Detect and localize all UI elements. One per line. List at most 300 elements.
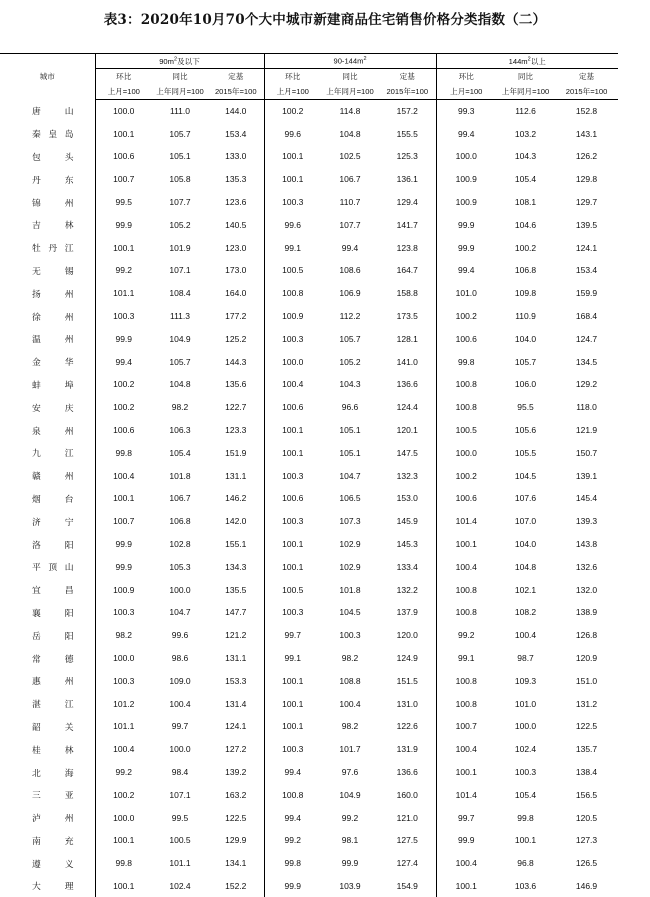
index-value-cell: 168.4 xyxy=(575,311,598,322)
index-value-cell: 145.4 xyxy=(575,493,598,504)
index-value-cell: 131.2 xyxy=(575,698,598,709)
index-value-cell: 101.4 xyxy=(436,783,496,806)
index-value-cell: 133.4 xyxy=(396,561,418,572)
index-value-cell: 99.9 xyxy=(341,858,359,869)
index-value-cell: 160.0 xyxy=(396,789,418,800)
index-value-cell: 125.3 xyxy=(396,151,418,162)
index-value-cell: 99.4 xyxy=(95,350,152,373)
index-value-cell: 105.1 xyxy=(339,425,361,436)
index-value-cell: 135.7 xyxy=(575,744,598,755)
index-value-cell: 101.1 xyxy=(95,715,152,738)
index-value-cell: 164.7 xyxy=(396,265,418,276)
index-value-cell: 110.7 xyxy=(339,197,361,208)
index-value-cell: 104.9 xyxy=(169,333,191,344)
index-value-cell: 107.7 xyxy=(339,219,361,230)
table-row xyxy=(0,122,618,145)
index-value-cell: 106.7 xyxy=(169,493,191,504)
index-value-cell: 158.8 xyxy=(396,288,418,299)
index-value-cell: 100.4 xyxy=(436,738,496,761)
index-value-cell: 103.6 xyxy=(514,880,537,891)
index-value-cell: 100.0 xyxy=(95,100,152,123)
index-value-cell: 99.6 xyxy=(264,122,321,145)
index-value-cell: 99.1 xyxy=(264,236,321,259)
price-index-table xyxy=(0,53,618,897)
index-value-cell: 104.8 xyxy=(339,128,361,139)
table-row xyxy=(0,282,618,305)
index-value-cell: 100.3 xyxy=(264,510,321,533)
index-value-cell: 105.3 xyxy=(169,561,191,572)
index-value-cell: 99.4 xyxy=(264,761,321,784)
city-cell: 吉林 xyxy=(0,213,95,236)
sub-header: 定基 xyxy=(578,71,595,81)
index-value-cell: 107.7 xyxy=(169,197,191,208)
index-value-cell: 109.8 xyxy=(514,288,537,299)
index-value-cell: 143.8 xyxy=(575,539,598,550)
index-value-cell: 100.1 xyxy=(264,168,321,191)
index-value-cell: 104.7 xyxy=(169,607,191,618)
table-row xyxy=(0,647,618,670)
index-value-cell: 99.8 xyxy=(264,852,321,875)
index-value-cell: 100.0 xyxy=(169,584,191,595)
index-value-cell: 139.1 xyxy=(575,470,598,481)
index-value-cell: 99.9 xyxy=(95,327,152,350)
index-value-cell: 99.5 xyxy=(171,812,189,823)
index-value-cell: 99.8 xyxy=(436,350,496,373)
index-value-cell: 104.5 xyxy=(514,470,537,481)
index-value-cell: 101.8 xyxy=(169,470,191,481)
index-value-cell: 100.3 xyxy=(264,327,321,350)
index-value-cell: 101.4 xyxy=(436,510,496,533)
index-value-cell: 135.3 xyxy=(225,174,247,185)
index-value-cell: 129.4 xyxy=(396,197,418,208)
index-value-cell: 100.5 xyxy=(264,578,321,601)
index-value-cell: 95.5 xyxy=(517,402,534,413)
table-row xyxy=(0,487,618,510)
index-value-cell: 100.8 xyxy=(436,578,496,601)
index-value-cell: 104.3 xyxy=(339,379,361,390)
index-value-cell: 100.0 xyxy=(264,350,321,373)
index-value-cell: 151.0 xyxy=(575,675,598,686)
index-value-cell: 155.5 xyxy=(396,128,418,139)
city-cell: 常德 xyxy=(0,647,95,670)
index-value-cell: 100.4 xyxy=(95,464,152,487)
index-value-cell: 100.9 xyxy=(436,168,496,191)
index-value-cell: 104.8 xyxy=(169,379,191,390)
index-value-cell: 123.6 xyxy=(225,197,247,208)
index-value-cell: 108.2 xyxy=(514,607,537,618)
index-value-cell: 139.3 xyxy=(575,516,598,527)
index-value-cell: 124.4 xyxy=(396,402,418,413)
index-value-cell: 107.1 xyxy=(169,265,191,276)
index-value-cell: 98.2 xyxy=(341,721,359,732)
city-cell: 包头 xyxy=(0,145,95,168)
index-value-cell: 100.6 xyxy=(436,327,496,350)
index-value-cell: 100.6 xyxy=(95,419,152,442)
sub-header: 定基 xyxy=(399,71,415,81)
index-value-cell: 145.9 xyxy=(396,516,418,527)
index-value-cell: 99.2 xyxy=(95,761,152,784)
table-row xyxy=(0,464,618,487)
base-header: 2015年=100 xyxy=(208,84,264,100)
index-value-cell: 135.5 xyxy=(225,584,247,595)
index-value-cell: 108.8 xyxy=(339,675,361,686)
index-value-cell: 111.3 xyxy=(169,311,190,322)
city-cell: 扬州 xyxy=(0,282,95,305)
index-value-cell: 108.6 xyxy=(339,265,361,276)
table-row xyxy=(0,852,618,875)
index-value-cell: 105.6 xyxy=(514,425,537,436)
index-value-cell: 100.0 xyxy=(169,744,191,755)
index-value-cell: 123.0 xyxy=(225,242,247,253)
index-value-cell: 106.0 xyxy=(514,379,537,390)
city-cell: 泉州 xyxy=(0,419,95,442)
index-value-cell: 99.2 xyxy=(341,812,359,823)
index-value-cell: 126.2 xyxy=(575,151,598,162)
index-value-cell: 100.5 xyxy=(264,259,321,282)
table-row xyxy=(0,533,618,556)
index-value-cell: 100.1 xyxy=(264,669,321,692)
index-value-cell: 100.2 xyxy=(95,396,152,419)
index-value-cell: 131.1 xyxy=(225,653,247,664)
base-header: 上月=100 xyxy=(95,84,152,100)
index-value-cell: 107.6 xyxy=(514,493,537,504)
index-value-cell: 147.7 xyxy=(225,607,247,618)
table-row xyxy=(0,510,618,533)
sub-header: 定基 xyxy=(228,71,244,81)
index-value-cell: 139.5 xyxy=(575,219,598,230)
index-value-cell: 121.2 xyxy=(225,630,247,641)
base-header: 上月=100 xyxy=(264,84,321,100)
table-row xyxy=(0,875,618,897)
city-cell: 宜昌 xyxy=(0,578,95,601)
index-value-cell: 100.8 xyxy=(436,601,496,624)
index-value-cell: 101.8 xyxy=(339,584,361,595)
index-value-cell: 104.8 xyxy=(514,561,537,572)
group-header-large: $144m^2$以上 xyxy=(436,54,618,69)
index-value-cell: 100.1 xyxy=(264,715,321,738)
table-row xyxy=(0,305,618,328)
index-value-cell: 153.4 xyxy=(575,265,598,276)
city-cell: 韶关 xyxy=(0,715,95,738)
city-cell: 大理 xyxy=(0,875,95,897)
index-value-cell: 100.6 xyxy=(264,396,321,419)
index-value-cell: 139.2 xyxy=(225,767,247,777)
table-row xyxy=(0,806,618,829)
index-value-cell: 101.2 xyxy=(95,692,152,715)
index-value-cell: 99.2 xyxy=(436,624,496,647)
table-row xyxy=(0,669,618,692)
index-value-cell: 101.1 xyxy=(169,858,191,869)
city-cell: 秦皇岛 xyxy=(0,122,95,145)
city-cell: 丹东 xyxy=(0,168,95,191)
index-value-cell: 122.6 xyxy=(396,721,418,732)
index-value-cell: 127.4 xyxy=(396,858,418,869)
index-value-cell: 151.9 xyxy=(225,447,247,458)
index-value-cell: 102.9 xyxy=(339,561,361,572)
index-value-cell: 105.5 xyxy=(514,447,537,458)
index-value-cell: 98.2 xyxy=(341,653,359,664)
index-value-cell: 100.2 xyxy=(436,464,496,487)
index-value-cell: 99.8 xyxy=(95,852,152,875)
index-value-cell: 100.3 xyxy=(95,305,152,328)
city-cell: 襄阳 xyxy=(0,601,95,624)
city-cell: 九江 xyxy=(0,441,95,464)
index-value-cell: 96.8 xyxy=(517,858,534,869)
index-value-cell: 100.9 xyxy=(264,305,321,328)
index-value-cell: 108.4 xyxy=(169,288,191,299)
index-value-cell: 100.3 xyxy=(514,767,537,777)
city-cell: 徐州 xyxy=(0,305,95,328)
index-value-cell: 100.3 xyxy=(264,191,321,214)
index-value-cell: 99.9 xyxy=(264,875,321,897)
index-value-cell: 99.1 xyxy=(436,647,496,670)
index-value-cell: 104.0 xyxy=(514,333,537,344)
index-value-cell: 104.5 xyxy=(339,607,361,618)
index-value-cell: 99.4 xyxy=(341,242,359,253)
index-value-cell: 100.8 xyxy=(264,783,321,806)
index-value-cell: 134.3 xyxy=(225,561,247,572)
table-row xyxy=(0,100,618,123)
index-value-cell: 108.1 xyxy=(514,197,537,208)
index-value-cell: 131.1 xyxy=(225,470,247,481)
city-cell: 安庆 xyxy=(0,396,95,419)
index-value-cell: 127.2 xyxy=(225,744,247,755)
city-cell: 唐山 xyxy=(0,100,95,123)
index-value-cell: 128.1 xyxy=(396,333,418,344)
index-value-cell: 129.8 xyxy=(575,174,598,185)
index-value-cell: 131.0 xyxy=(396,698,418,709)
index-value-cell: 100.4 xyxy=(514,630,537,641)
index-value-cell: 145.3 xyxy=(396,539,418,550)
index-value-cell: 105.4 xyxy=(514,174,537,185)
index-value-cell: 99.9 xyxy=(436,213,496,236)
index-value-cell: 163.2 xyxy=(225,789,247,800)
table-row xyxy=(0,168,618,191)
index-value-cell: 105.2 xyxy=(169,219,191,230)
city-cell: 遵义 xyxy=(0,852,95,875)
base-header: 上年同月=100 xyxy=(496,84,555,100)
index-value-cell: 100.3 xyxy=(339,630,361,641)
index-value-cell: 104.6 xyxy=(514,219,537,230)
index-value-cell: 99.7 xyxy=(171,721,189,732)
index-value-cell: 132.0 xyxy=(575,584,598,595)
base-header: 上月=100 xyxy=(436,84,496,100)
index-value-cell: 118.0 xyxy=(576,402,597,413)
table-row xyxy=(0,783,618,806)
city-cell: 南充 xyxy=(0,829,95,852)
table-row xyxy=(0,373,618,396)
index-value-cell: 105.4 xyxy=(514,789,537,800)
index-value-cell: 99.8 xyxy=(517,812,534,823)
index-value-cell: 164.0 xyxy=(225,288,247,299)
index-value-cell: 98.6 xyxy=(171,653,189,664)
index-value-cell: 103.9 xyxy=(339,880,361,891)
index-value-cell: 100.3 xyxy=(264,464,321,487)
index-value-cell: 100.3 xyxy=(264,738,321,761)
index-value-cell: 141.7 xyxy=(396,219,418,230)
index-value-cell: 102.4 xyxy=(514,744,537,755)
index-value-cell: 98.2 xyxy=(95,624,152,647)
index-value-cell: 121.0 xyxy=(396,812,418,823)
index-value-cell: 98.4 xyxy=(171,767,189,777)
index-value-cell: 114.8 xyxy=(339,106,361,117)
index-value-cell: 101.0 xyxy=(436,282,496,305)
index-value-cell: 104.3 xyxy=(514,151,537,162)
index-value-cell: 107.1 xyxy=(169,789,191,800)
index-value-cell: 104.0 xyxy=(514,539,537,550)
index-value-cell: 106.8 xyxy=(169,516,191,527)
index-value-cell: 100.1 xyxy=(264,533,321,556)
index-value-cell: 123.3 xyxy=(225,425,247,436)
index-value-cell: 100.6 xyxy=(436,487,496,510)
index-value-cell: 154.9 xyxy=(396,880,418,891)
index-value-cell: 98.7 xyxy=(517,653,534,664)
index-value-cell: 100.8 xyxy=(264,282,321,305)
index-value-cell: 99.4 xyxy=(436,259,496,282)
index-value-cell: 100.8 xyxy=(436,373,496,396)
table-row xyxy=(0,555,618,578)
table-row xyxy=(0,761,618,784)
index-value-cell: 100.8 xyxy=(436,669,496,692)
index-value-cell: 122.7 xyxy=(225,402,247,413)
sub-header: 环比 xyxy=(436,69,496,84)
index-value-cell: 99.5 xyxy=(95,191,152,214)
index-value-cell: 99.4 xyxy=(264,806,321,829)
index-value-cell: 124.7 xyxy=(575,333,598,344)
index-value-cell: 106.3 xyxy=(169,425,191,436)
index-value-cell: 100.0 xyxy=(95,806,152,829)
index-value-cell: 152.2 xyxy=(225,880,247,891)
index-value-cell: 177.2 xyxy=(225,311,247,322)
index-value-cell: 100.0 xyxy=(95,647,152,670)
index-value-cell: 173.0 xyxy=(225,265,247,276)
index-value-cell: 100.5 xyxy=(436,419,496,442)
table-row xyxy=(0,441,618,464)
index-value-cell: 120.0 xyxy=(396,630,418,641)
sub-header: 同比 xyxy=(172,71,188,81)
index-value-cell: 99.9 xyxy=(95,533,152,556)
index-value-cell: 122.5 xyxy=(575,721,598,732)
sub-header: 环比 xyxy=(264,69,321,84)
index-value-cell: 105.2 xyxy=(339,356,361,367)
city-cell: 赣州 xyxy=(0,464,95,487)
index-value-cell: 127.3 xyxy=(575,835,598,846)
city-cell: 济宁 xyxy=(0,510,95,533)
index-value-cell: 100.1 xyxy=(436,533,496,556)
index-value-cell: 100.7 xyxy=(95,510,152,533)
table-row xyxy=(0,145,618,168)
index-value-cell: 100.4 xyxy=(339,698,361,709)
index-value-cell: 109.3 xyxy=(514,675,537,686)
base-header: 2015年=100 xyxy=(555,84,618,100)
index-value-cell: 105.8 xyxy=(169,174,191,185)
index-value-cell: 129.2 xyxy=(575,379,598,390)
group-header-small: $90m^2$及以下 xyxy=(95,54,264,69)
index-value-cell: 100.7 xyxy=(436,715,496,738)
index-value-cell: 105.7 xyxy=(169,356,191,367)
index-value-cell: 99.9 xyxy=(95,213,152,236)
index-value-cell: 100.1 xyxy=(264,145,321,168)
index-value-cell: 105.7 xyxy=(514,356,537,367)
city-column-header: 城市 xyxy=(0,54,95,100)
index-value-cell: 100.1 xyxy=(264,692,321,715)
index-value-cell: 132.6 xyxy=(575,561,598,572)
index-value-cell: 100.1 xyxy=(264,555,321,578)
index-value-cell: 137.9 xyxy=(396,607,418,618)
index-value-cell: 101.0 xyxy=(514,698,537,709)
index-value-cell: 105.7 xyxy=(339,333,361,344)
index-value-cell: 100.4 xyxy=(436,555,496,578)
index-value-cell: 98.1 xyxy=(341,835,359,846)
index-value-cell: 153.3 xyxy=(225,675,247,686)
index-value-cell: 173.5 xyxy=(396,311,418,322)
city-cell: 惠州 xyxy=(0,669,95,692)
index-value-cell: 99.3 xyxy=(436,100,496,123)
index-value-cell: 133.0 xyxy=(225,151,247,162)
index-value-cell: 102.9 xyxy=(339,539,361,550)
index-value-cell: 142.0 xyxy=(225,516,247,527)
city-cell: 无锡 xyxy=(0,259,95,282)
index-value-cell: 134.1 xyxy=(225,858,247,869)
index-value-cell: 100.0 xyxy=(436,441,496,464)
index-value-cell: 109.0 xyxy=(169,675,191,686)
city-cell: 北海 xyxy=(0,761,95,784)
index-value-cell: 105.1 xyxy=(339,447,361,458)
index-value-cell: 110.9 xyxy=(515,311,536,322)
city-cell: 平顶山 xyxy=(0,555,95,578)
index-value-cell: 100.3 xyxy=(264,601,321,624)
index-value-cell: 99.2 xyxy=(264,829,321,852)
index-value-cell: 97.6 xyxy=(341,767,359,777)
index-value-cell: 100.2 xyxy=(436,305,496,328)
city-cell: 金华 xyxy=(0,350,95,373)
index-value-cell: 153.0 xyxy=(396,493,418,504)
index-value-cell: 100.8 xyxy=(436,396,496,419)
index-value-cell: 100.6 xyxy=(264,487,321,510)
index-value-cell: 100.7 xyxy=(95,168,152,191)
index-value-cell: 105.4 xyxy=(169,447,191,458)
index-value-cell: 122.5 xyxy=(225,812,247,823)
table-title: 表3：2020年10月70个大中城市新建商品住宅销售价格分类指数（二） xyxy=(103,12,547,28)
sub-header: 同比 xyxy=(342,71,358,81)
index-value-cell: 101.1 xyxy=(95,282,152,305)
city-cell: 洛阳 xyxy=(0,533,95,556)
city-cell: 温州 xyxy=(0,327,95,350)
index-value-cell: 102.8 xyxy=(169,539,191,550)
index-value-cell: 106.8 xyxy=(514,265,537,276)
index-value-cell: 120.5 xyxy=(575,812,598,823)
index-value-cell: 129.7 xyxy=(575,197,598,208)
index-value-cell: 100.3 xyxy=(95,669,152,692)
index-value-cell: 100.9 xyxy=(436,191,496,214)
table-row xyxy=(0,236,618,259)
index-value-cell: 106.7 xyxy=(339,174,361,185)
index-value-cell: 104.9 xyxy=(339,789,361,800)
index-value-cell: 135.6 xyxy=(225,379,247,390)
index-value-cell: 126.5 xyxy=(575,858,598,869)
index-value-cell: 159.9 xyxy=(575,288,598,299)
index-value-cell: 103.2 xyxy=(514,128,537,139)
index-value-cell: 100.6 xyxy=(95,145,152,168)
index-value-cell: 100.1 xyxy=(264,419,321,442)
index-value-cell: 136.6 xyxy=(396,379,418,390)
index-value-cell: 99.9 xyxy=(95,555,152,578)
index-value-cell: 129.9 xyxy=(225,835,247,846)
index-value-cell: 102.5 xyxy=(339,151,361,162)
index-value-cell: 153.4 xyxy=(225,128,247,139)
table-row xyxy=(0,601,618,624)
index-value-cell: 99.9 xyxy=(436,829,496,852)
